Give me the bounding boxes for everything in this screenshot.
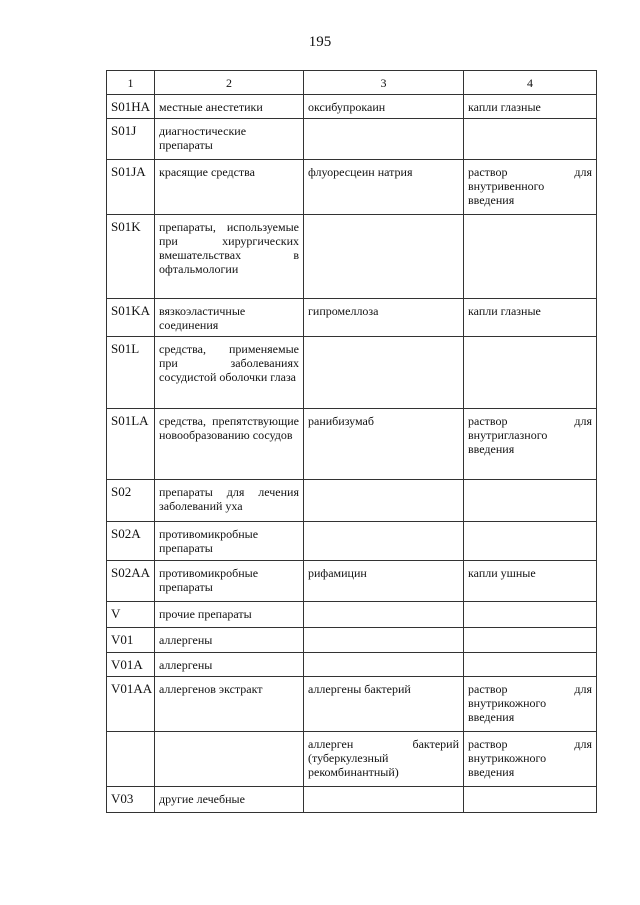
header-cell-4: 4 bbox=[464, 71, 597, 95]
atc-code-cell: S02AA bbox=[107, 561, 155, 602]
form-cell bbox=[464, 628, 597, 653]
table-row bbox=[107, 677, 597, 732]
atc-code-cell: V01A bbox=[107, 653, 155, 677]
table-row bbox=[107, 602, 597, 628]
table-row bbox=[107, 787, 597, 813]
table-row bbox=[107, 95, 597, 119]
table-row bbox=[107, 653, 597, 677]
table-row bbox=[107, 480, 597, 522]
form-cell bbox=[464, 522, 597, 561]
table-row bbox=[107, 522, 597, 561]
group-cell: красящие средства bbox=[155, 160, 304, 215]
drug-cell bbox=[304, 480, 464, 522]
atc-code-cell: S01K bbox=[107, 215, 155, 299]
header-cell-1: 1 bbox=[107, 71, 155, 95]
group-cell: диагностические препараты bbox=[155, 119, 304, 160]
form-cell: раствор для внутрикожного введения bbox=[464, 732, 597, 787]
group-cell: аллергены bbox=[155, 628, 304, 653]
form-cell bbox=[464, 602, 597, 628]
group-cell: аллергенов экстракт bbox=[155, 677, 304, 732]
drug-cell: ранибизумаб bbox=[304, 409, 464, 480]
form-cell: капли ушные bbox=[464, 561, 597, 602]
table-row bbox=[107, 561, 597, 602]
atc-code-cell: S02 bbox=[107, 480, 155, 522]
group-cell bbox=[155, 732, 304, 787]
form-cell bbox=[464, 653, 597, 677]
header-cell-3: 3 bbox=[304, 71, 464, 95]
group-cell: препараты, используемые при хирургических вмешательствах в офтальмологии bbox=[155, 215, 304, 299]
drug-cell: аллергены бактерий bbox=[304, 677, 464, 732]
group-cell: противомикробные препараты bbox=[155, 522, 304, 561]
drug-cell: аллерген бактерий (туберкулезный рекомбинантный) bbox=[304, 732, 464, 787]
group-cell: прочие препараты bbox=[155, 602, 304, 628]
drug-cell bbox=[304, 522, 464, 561]
form-cell bbox=[464, 337, 597, 409]
group-cell: средства, препятствующие новообразованию сосудов bbox=[155, 409, 304, 480]
group-cell: другие лечебные bbox=[155, 787, 304, 813]
form-cell bbox=[464, 215, 597, 299]
atc-code-cell: S01L bbox=[107, 337, 155, 409]
form-cell bbox=[464, 480, 597, 522]
table-row bbox=[107, 732, 597, 787]
atc-code-cell: S01LA bbox=[107, 409, 155, 480]
atc-code-cell: S02A bbox=[107, 522, 155, 561]
header-cell-2: 2 bbox=[155, 71, 304, 95]
atc-code-cell: V bbox=[107, 602, 155, 628]
form-cell: раствор для внутриглазного введения bbox=[464, 409, 597, 480]
table-row bbox=[107, 409, 597, 480]
group-cell: средства, применяемые при заболеваниях сосудистой оболочки глаза bbox=[155, 337, 304, 409]
drug-cell bbox=[304, 337, 464, 409]
table-row bbox=[107, 299, 597, 337]
table-row bbox=[107, 628, 597, 653]
table-row bbox=[107, 160, 597, 215]
form-cell: капли глазные bbox=[464, 299, 597, 337]
form-cell bbox=[464, 787, 597, 813]
table-row bbox=[107, 337, 597, 409]
table-row bbox=[107, 215, 597, 299]
atc-code-cell: S01KA bbox=[107, 299, 155, 337]
page-number: 195 bbox=[308, 34, 332, 50]
group-cell: аллергены bbox=[155, 653, 304, 677]
drug-cell bbox=[304, 119, 464, 160]
form-cell: раствор для внутривенного введения bbox=[464, 160, 597, 215]
group-cell: местные анестетики bbox=[155, 95, 304, 119]
drug-cell: флуоресцеин натрия bbox=[304, 160, 464, 215]
drug-cell: рифамицин bbox=[304, 561, 464, 602]
group-cell: препараты для лечения заболеваний уха bbox=[155, 480, 304, 522]
atc-code-cell: V03 bbox=[107, 787, 155, 813]
table-header-row bbox=[107, 71, 597, 95]
group-cell: вязкоэластичные соединения bbox=[155, 299, 304, 337]
drug-cell: гипромеллоза bbox=[304, 299, 464, 337]
form-cell: раствор для внутрикожного введения bbox=[464, 677, 597, 732]
drug-cell: оксибупрокаин bbox=[304, 95, 464, 119]
atc-code-cell: S01JA bbox=[107, 160, 155, 215]
drug-cell bbox=[304, 602, 464, 628]
atc-code-cell: S01HA bbox=[107, 95, 155, 119]
atc-code-cell: V01 bbox=[107, 628, 155, 653]
table-row bbox=[107, 119, 597, 160]
drug-cell bbox=[304, 653, 464, 677]
drug-cell bbox=[304, 628, 464, 653]
atc-code-cell: V01AA bbox=[107, 677, 155, 732]
atc-code-cell: S01J bbox=[107, 119, 155, 160]
group-cell: противомикробные препараты bbox=[155, 561, 304, 602]
drug-cell bbox=[304, 215, 464, 299]
form-cell bbox=[464, 119, 597, 160]
drug-table bbox=[106, 70, 597, 813]
form-cell: капли глазные bbox=[464, 95, 597, 119]
atc-code-cell bbox=[107, 732, 155, 787]
drug-cell bbox=[304, 787, 464, 813]
